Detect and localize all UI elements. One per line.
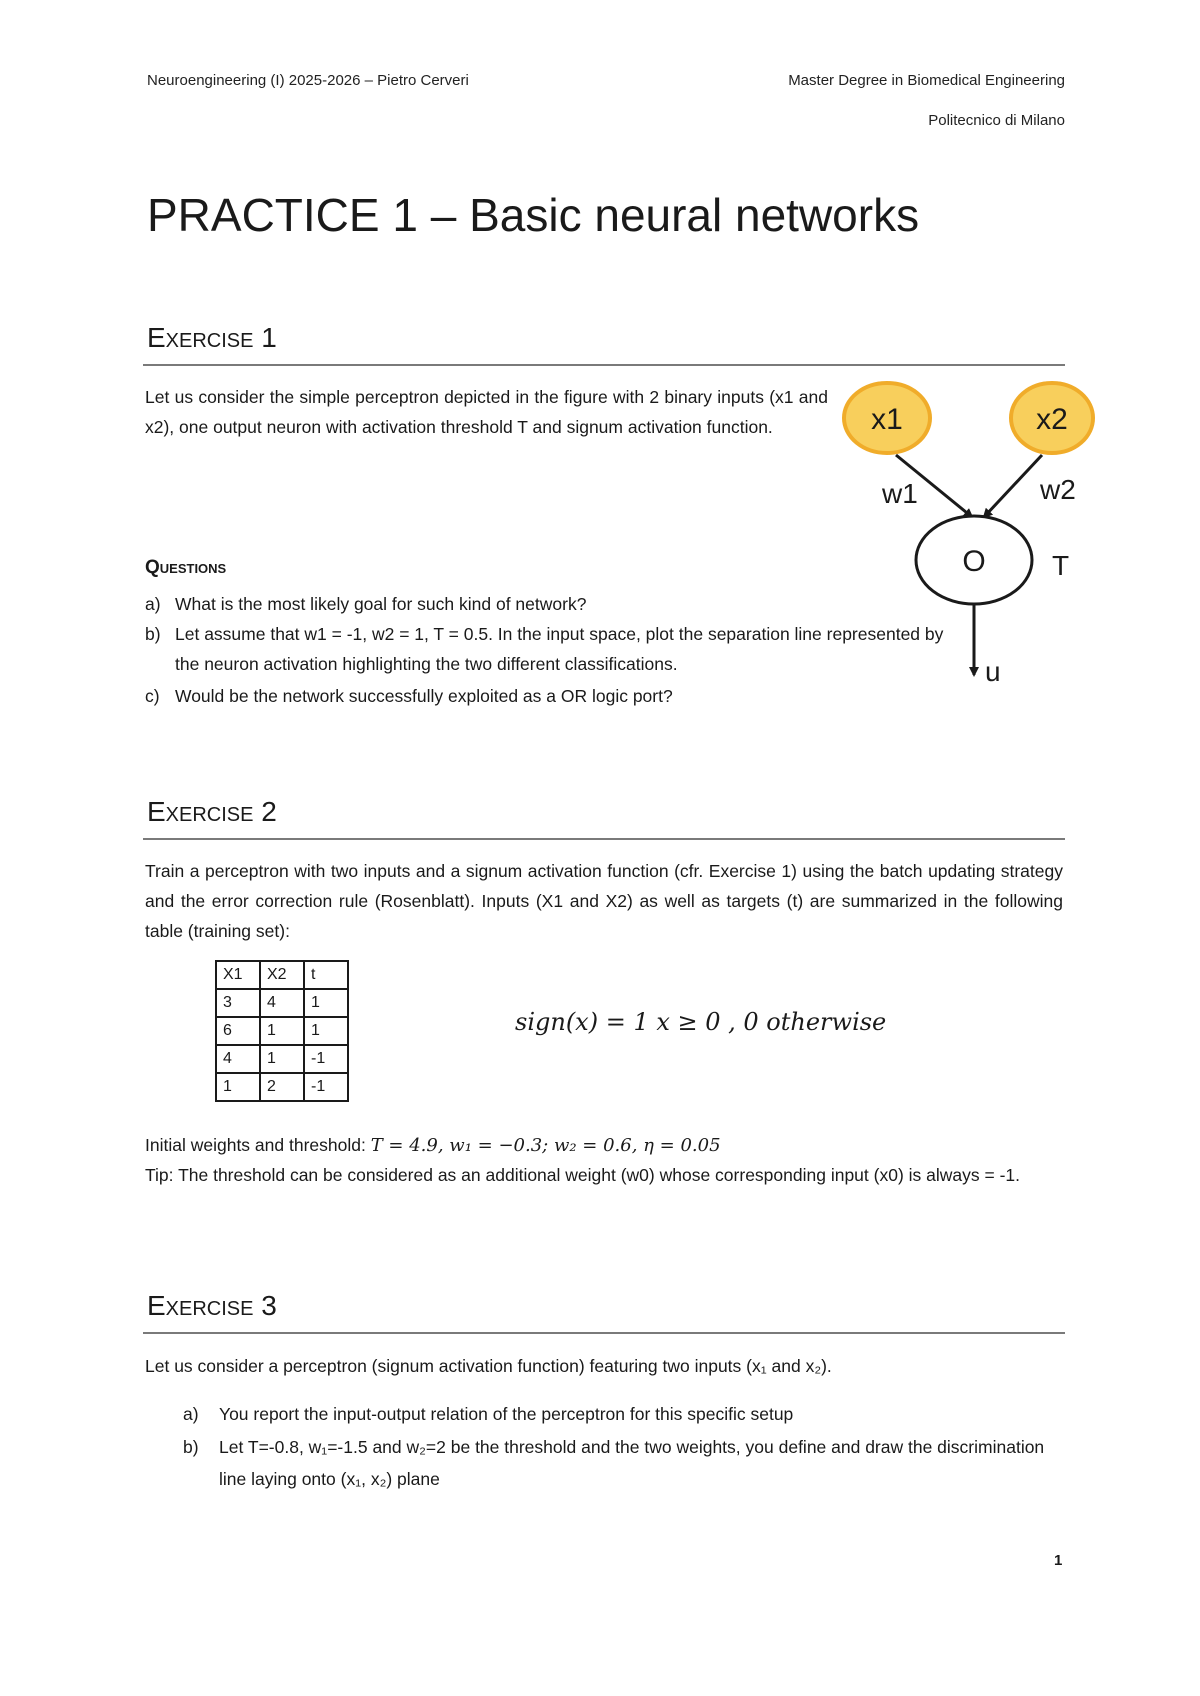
exercise3-item-a-label: a) — [183, 1404, 199, 1424]
questions-heading: Questions — [145, 557, 227, 578]
threshold-label: T — [1052, 550, 1070, 581]
initial-weights-label: Initial weights and threshold: — [145, 1135, 366, 1155]
table-cell: 6 — [216, 1017, 260, 1045]
exercise2-heading: Exercise 2 — [147, 796, 277, 827]
table-cell: 1 — [216, 1073, 260, 1101]
exercise3-item-b-text: Let T=-0.8, w₁=-1.5 and w₂=2 be the threshold and the two weights, you define and draw the discrimination line laying onto (x₁, x₂) plane — [219, 1437, 1045, 1489]
question-a-label: a) — [145, 594, 161, 614]
table-cell: 1 — [304, 1017, 348, 1045]
table-row — [216, 989, 348, 1017]
output-u-label: u — [985, 656, 1001, 687]
question-b-text: Let assume that w1 = -1, w2 = 1, T = 0.5. In the input space, plot the separation line represented by the neuron activation highlighting the two different classifications. — [175, 624, 944, 674]
table-header-cell: t — [304, 961, 348, 989]
page-title: PRACTICE 1 – Basic neural networks — [147, 189, 920, 241]
input-x2-label: x2 — [1036, 403, 1068, 436]
edge-x2-to-o — [984, 455, 1042, 517]
exercise3-heading: Exercise 3 — [147, 1290, 277, 1321]
perceptron-diagram — [830, 375, 1100, 700]
input-x1-label: x1 — [871, 403, 903, 436]
table-cell: 1 — [260, 1017, 304, 1045]
initial-weights-values: T = 4.9, w₁ = −0.3; w₂ = 0.6, η = 0.05 — [370, 1135, 721, 1156]
table-cell: 3 — [216, 989, 260, 1017]
table-cell: 2 — [260, 1073, 304, 1101]
header-course: Neuroengineering (I) 2025-2026 – Pietro Cerveri — [147, 72, 469, 89]
exercise1-heading: Exercise 1 — [147, 322, 277, 353]
exercise3-item-b — [183, 1431, 1063, 1495]
exercise1-intro: Let us consider the simple perceptron depicted in the figure with 2 binary inputs (x1 and x2), one output neuron with activation threshold T and signum activation function. — [145, 387, 828, 437]
table-cell: -1 — [304, 1073, 348, 1101]
table-row — [216, 1045, 348, 1073]
exercise1-questions — [145, 589, 945, 711]
question-a-text: What is the most likely goal for such kind of network? — [175, 594, 587, 614]
sign-formula: sign(x) = 1 x ≥ 0 , 0 otherwise — [515, 1008, 887, 1036]
header-degree: Master Degree in Biomedical Engineering — [788, 72, 1065, 89]
table-cell: 1 — [304, 989, 348, 1017]
table-cell: 4 — [216, 1045, 260, 1073]
page-number: 1 — [1054, 1552, 1063, 1569]
weight-w1-label: w1 — [882, 478, 918, 509]
table-cell: -1 — [304, 1045, 348, 1073]
exercise3-item-b-label: b) — [183, 1437, 199, 1457]
question-b — [145, 619, 945, 679]
table-row — [216, 1017, 348, 1045]
exercise3-item-a — [183, 1399, 1063, 1429]
question-b-label: b) — [145, 624, 161, 644]
table-header-row — [216, 961, 348, 989]
exercise2-tip: Tip: The threshold can be considered as an additional weight (w0) whose corresponding input (x0) is always = -1. — [145, 1165, 1020, 1185]
header-university: Politecnico di Milano — [928, 112, 1065, 129]
table-cell: 4 — [260, 989, 304, 1017]
exercise1-rule — [143, 364, 1065, 366]
exercise2-intro: Train a perceptron with two inputs and a signum activation function (cfr. Exercise 1) using the batch updating strategy and the error correction rule (Rosenblatt). Inputs (X1 and X2) as well as targets (t) are summarized in the following table (training set): — [145, 861, 1063, 941]
exercise3-intro: Let us consider a perceptron (signum activation function) featuring two inputs (x₁ and x₂). — [145, 1356, 832, 1376]
table-header-cell: X2 — [260, 961, 304, 989]
table-header-cell: X1 — [216, 961, 260, 989]
question-c-text: Would be the network successfully exploited as a OR logic port? — [175, 686, 673, 706]
table-row — [216, 1073, 348, 1101]
training-table — [215, 960, 349, 1102]
question-a — [145, 589, 945, 619]
table-cell: 1 — [260, 1045, 304, 1073]
question-c — [145, 681, 945, 711]
exercise3-items — [183, 1399, 1063, 1495]
exercise2-rule — [143, 838, 1065, 840]
initial-weights — [145, 1130, 721, 1161]
output-neuron-label: O — [962, 545, 986, 578]
exercise3-item-a-text: You report the input-output relation of the perceptron for this specific setup — [219, 1404, 794, 1424]
exercise3-rule — [143, 1332, 1065, 1334]
question-c-label: c) — [145, 686, 160, 706]
weight-w2-label: w2 — [1040, 474, 1076, 505]
